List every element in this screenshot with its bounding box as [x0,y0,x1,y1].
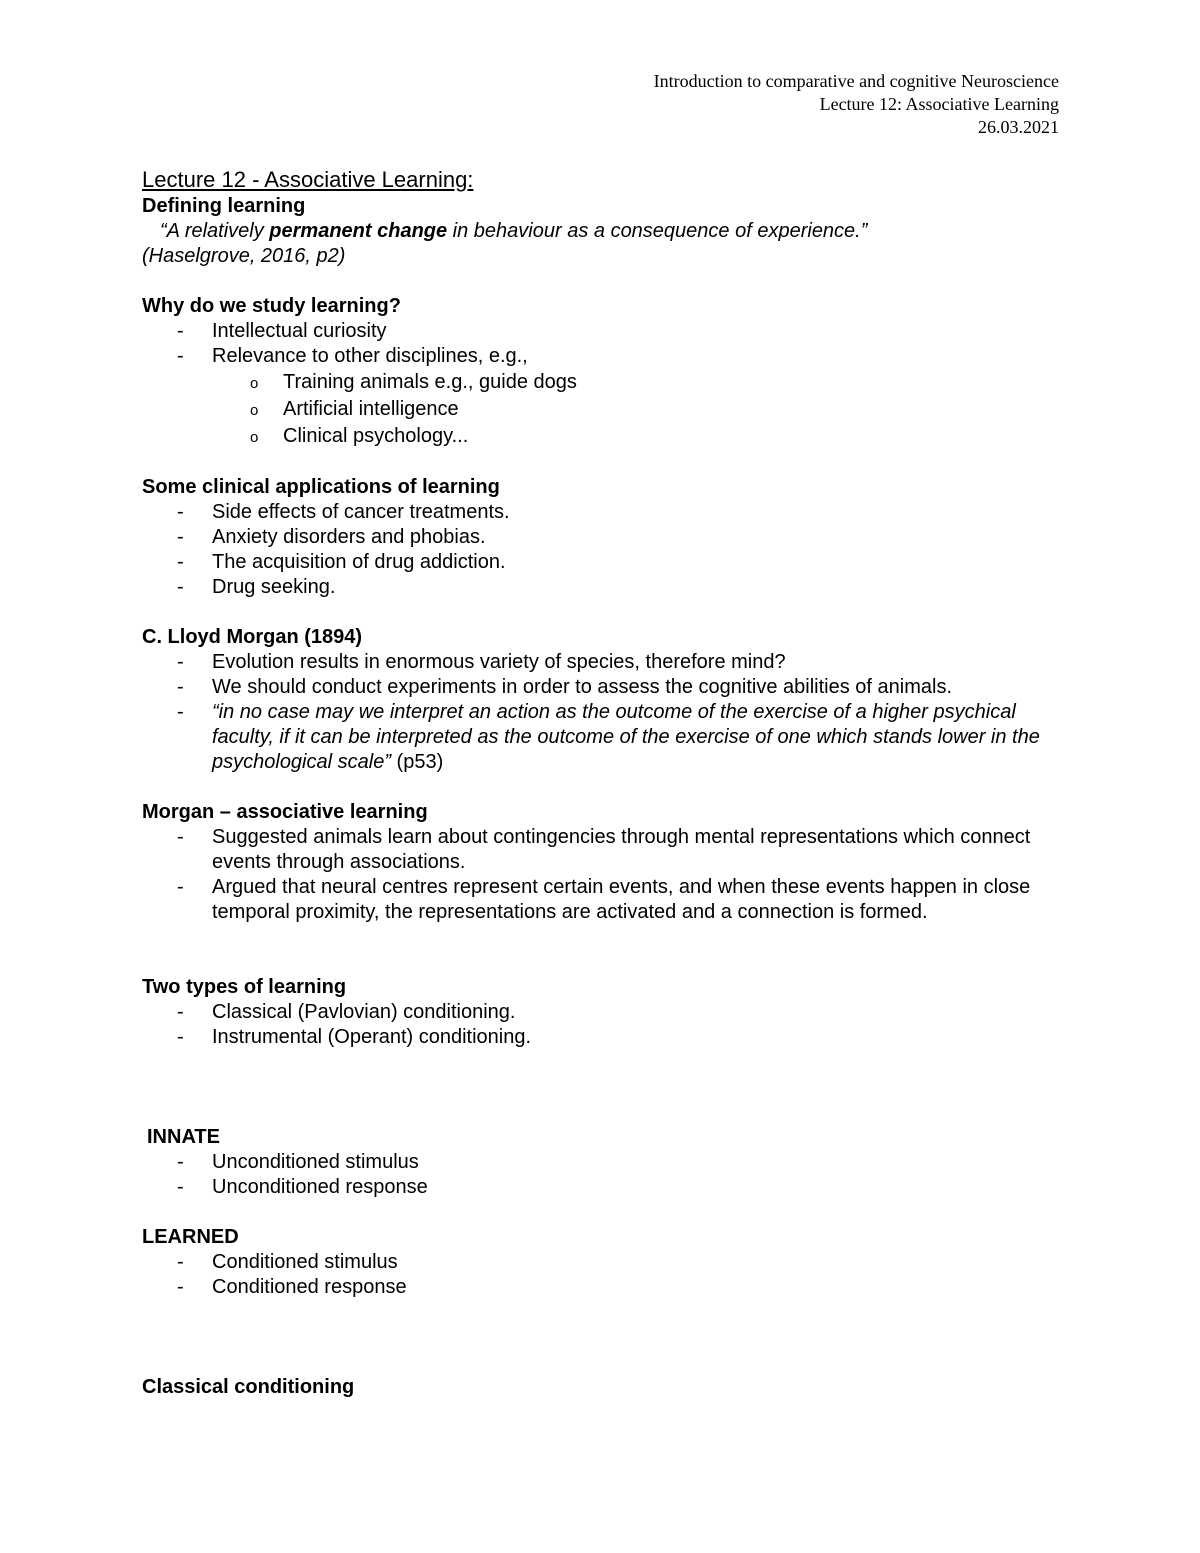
lecture-name: Lecture 12: Associative Learning [819,94,1059,114]
list-item: - Drug seeking. [142,575,1062,600]
assoc-list [142,825,1062,925]
why-heading: Why do we study learning? [142,295,401,317]
list-item: - Evolution results in enormous variety of species, therefore mind? [142,650,1062,675]
list-item: - Conditioned response [142,1275,1062,1300]
why-sublist [142,369,1062,450]
innate-heading: INNATE [147,1126,220,1148]
clinical-heading: Some clinical applications of learning [142,476,500,498]
morgan-heading: C. Lloyd Morgan (1894) [142,626,363,648]
list-item: - Classical (Pavlovian) conditioning. [142,1000,1062,1025]
defining-heading: Defining learning [142,195,306,217]
assoc-heading: Morgan – associative learning [142,801,428,823]
list-item: - Unconditioned response [142,1175,1062,1200]
learned-list [142,1250,1062,1300]
definition-quote [142,219,1062,244]
list-item: - Intellectual curiosity [142,319,1062,344]
quote-bold-text: permanent change [269,220,448,242]
innate-list [142,1150,1062,1200]
list-item: - Side effects of cancer treatments. [142,500,1062,525]
sub-list-item: o Training animals e.g., guide dogs [142,369,1062,396]
list-item: - The acquisition of drug addiction. [142,550,1062,575]
classical-heading: Classical conditioning [142,1376,355,1398]
quote-text: in behaviour as a consequence of experience.” [447,220,868,242]
list-item: - Instrumental (Operant) conditioning. [142,1025,1062,1050]
types-list [142,1000,1062,1050]
list-item: - Suggested animals learn about contingencies through mental representations which connect events through associations. [142,825,1062,875]
morgan-quote-ref: (p53) [390,751,444,773]
morgan-quote: “in no case may we interpret an action as the outcome of the exercise of a higher psychical faculty, if it can be interpreted as the outcome of the exercise of one which stands lower in the psychological scale” [212,701,1040,773]
list-item-quote [142,700,1062,775]
lecture-date: 26.03.2021 [978,117,1059,137]
clinical-list [142,500,1062,600]
sub-list-item: o Artificial intelligence [142,396,1062,423]
list-item: - We should conduct experiments in order to assess the cognitive abilities of animals. [142,675,1062,700]
page-title: Lecture 12 - Associative Learning: [142,167,474,192]
morgan-list [142,650,1062,775]
types-heading: Two types of learning [142,976,347,998]
sub-list-item: o Clinical psychology... [142,423,1062,450]
list-item: - Anxiety disorders and phobias. [142,525,1062,550]
list-item: - Argued that neural centres represent certain events, and when these events happen in close temporal proximity, the representations are activated and a connection is formed. [142,875,1062,925]
document-body [142,166,1062,1400]
list-item: - Conditioned stimulus [142,1250,1062,1275]
list-item: - Unconditioned stimulus [142,1150,1062,1175]
course-name: Introduction to comparative and cognitive Neuroscience [653,71,1059,91]
why-list [142,319,1062,369]
document-header [654,70,1059,139]
list-item: - Relevance to other disciplines, e.g., [142,344,1062,369]
quote-text: “A relatively [160,220,270,242]
learned-heading: LEARNED [142,1226,239,1248]
citation: (Haselgrove, 2016, p2) [142,245,346,267]
